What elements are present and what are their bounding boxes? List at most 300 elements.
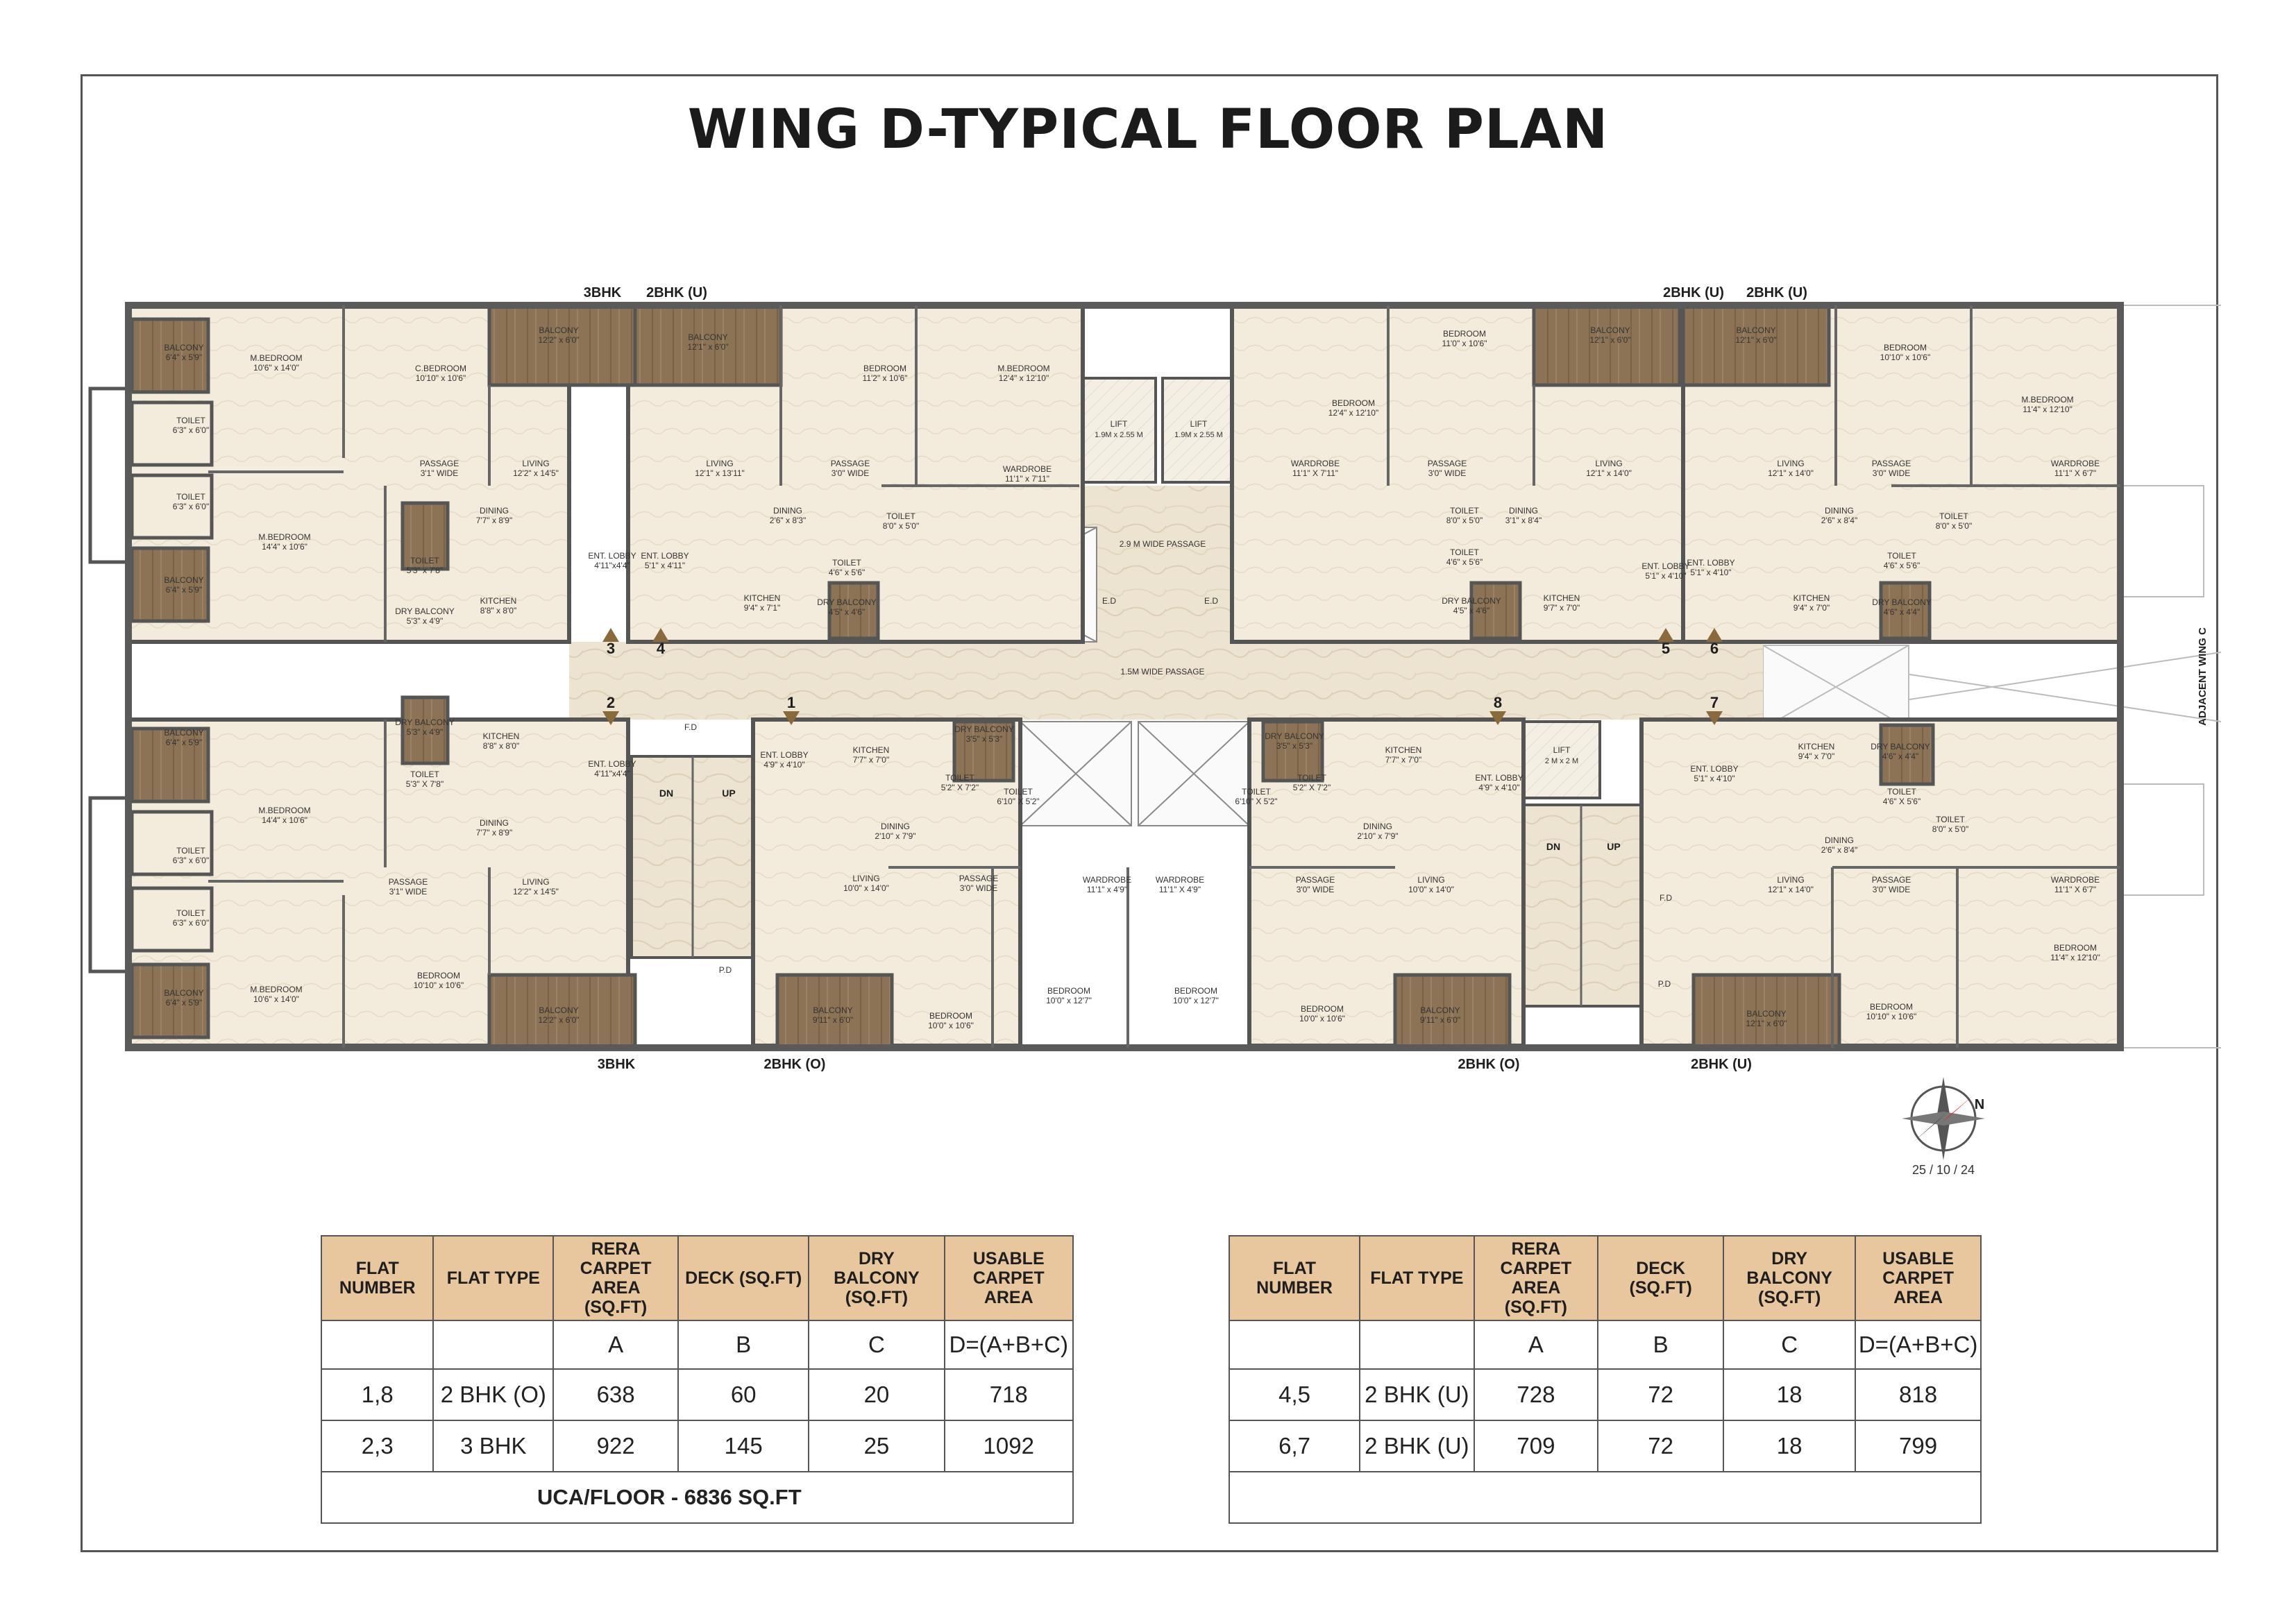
staircase-left xyxy=(632,756,753,958)
cell: 20 xyxy=(809,1369,944,1420)
room-dimension: 12'1" x 14'0" xyxy=(1586,468,1632,478)
door-label: P.D xyxy=(718,965,732,975)
room-label: TOILET xyxy=(176,416,205,425)
cell: B xyxy=(678,1320,809,1369)
room-dimension: 12'2" x 14'5" xyxy=(513,887,559,897)
room-dimension: 2'6" x 8'3" xyxy=(769,516,807,525)
room-label: M.BEDROOM xyxy=(997,364,1050,373)
room-label: DINING xyxy=(480,506,509,516)
room-label: BEDROOM xyxy=(1300,1004,1344,1014)
stair-up-label: UP xyxy=(1607,841,1621,852)
room-label: BEDROOM xyxy=(929,1011,973,1021)
col-dry-balcony: DRY BALCONY (SQ.FT) xyxy=(1723,1236,1855,1320)
room-label: M.BEDROOM xyxy=(258,806,311,815)
room-label: DINING xyxy=(1825,506,1854,516)
room-label: TOILET xyxy=(945,773,974,783)
room-dimension: 11'2" x 10'6" xyxy=(862,373,908,383)
room-dimension: 4'6" x 4'4" xyxy=(1882,751,1919,761)
room-dimension: 12'2" x 6'0" xyxy=(538,1015,580,1025)
cell: A xyxy=(1474,1320,1598,1369)
room-label: TOILET xyxy=(886,511,915,521)
room-dimension: 3'0" WIDE xyxy=(1428,468,1467,478)
room-label: BALCONY xyxy=(1736,325,1776,335)
col-flat-type: FLAT TYPE xyxy=(1360,1236,1474,1320)
col-flat-number: FLAT NUMBER xyxy=(321,1236,433,1320)
room-dimension: 10'0" x 12'7" xyxy=(1046,996,1092,1005)
room-label: BALCONY xyxy=(539,1005,579,1015)
room-dimension: 4'9" x 4'10" xyxy=(1478,783,1520,792)
room-label: TOILET xyxy=(410,770,439,779)
room-dimension: 4'5" x 4'6" xyxy=(828,607,866,617)
table-subheader-row xyxy=(1229,1320,1981,1369)
room-dimension: 10'10" x 10'6" xyxy=(413,980,464,990)
room-dimension: 8'0" x 5'0" xyxy=(1935,521,1973,531)
room-dimension: 11'4" x 12'10" xyxy=(2023,405,2073,414)
room-dimension: 10'0" x 14'0" xyxy=(843,883,889,893)
stair-down-label: DN xyxy=(1546,841,1561,852)
room-label: DRY BALCONY xyxy=(1872,597,1932,607)
room-label: LIVING xyxy=(1777,459,1805,468)
cell: 818 xyxy=(1855,1369,1981,1420)
room-label: BEDROOM xyxy=(1442,329,1487,339)
col-usable: USABLE CARPET AREA xyxy=(945,1236,1074,1320)
cell: B xyxy=(1598,1320,1723,1369)
room-dimension: 5'1" x 4'10" xyxy=(1694,774,1735,783)
room-dimension: 14'4" x 10'6" xyxy=(262,542,307,552)
room-dimension: 12'1" x 6'0" xyxy=(1589,335,1631,345)
cell: C xyxy=(809,1320,944,1369)
room-dimension: 10'0" x 10'6" xyxy=(928,1021,974,1030)
room-dimension: 4'11"x4'4" xyxy=(594,769,630,779)
cell: 718 xyxy=(945,1369,1074,1420)
room-dimension: 5'3" X 7'8" xyxy=(405,779,444,789)
flat-type-label: 2BHK (U) xyxy=(1691,1057,1752,1072)
cell: 1092 xyxy=(945,1420,1074,1472)
room-label: BALCONY xyxy=(164,575,204,585)
room-label: DINING xyxy=(773,506,802,516)
table-row xyxy=(321,1420,1073,1472)
room-label: ENT. LOBBY xyxy=(760,750,809,760)
room-dimension: 5'1" x 4'10" xyxy=(1690,568,1732,577)
room-label: LIVING xyxy=(522,877,550,887)
cell: 18 xyxy=(1723,1369,1855,1420)
room-label: TOILET xyxy=(1450,506,1479,516)
room-dimension: 5'3" x 4'9" xyxy=(406,727,444,737)
room-dimension: 5'2" X 7'2" xyxy=(940,783,979,792)
room-label: ENT. LOBBY xyxy=(588,759,636,769)
room-label: PASSAGE xyxy=(1871,875,1911,885)
area-table-left xyxy=(321,1235,1074,1524)
room-label: PASSAGE xyxy=(1427,459,1467,468)
central-passage xyxy=(1079,486,1232,645)
room-label: WARDROBE xyxy=(1082,875,1132,885)
room-label: KITCHEN xyxy=(1793,593,1830,603)
cell: 2,3 xyxy=(321,1420,433,1472)
cell: 922 xyxy=(553,1420,678,1472)
room-label: TOILET xyxy=(1887,551,1916,561)
unit-number: 5 xyxy=(1661,640,1671,657)
cell: 709 xyxy=(1474,1420,1598,1472)
lift-label: LIFT xyxy=(1110,419,1128,429)
lift-label: LIFT xyxy=(1553,745,1571,755)
room-dimension: 4'9" x 4'10" xyxy=(763,760,805,770)
flat-type-label: 2BHK (U) xyxy=(1746,285,1807,300)
room-label: BALCONY xyxy=(1590,325,1630,335)
room-label: TOILET xyxy=(1297,773,1326,783)
room-label: DRY BALCONY xyxy=(1871,742,1930,751)
room-label: BALCONY xyxy=(539,325,579,335)
fire-door-label: F.D xyxy=(684,722,697,732)
room-label: BEDROOM xyxy=(863,364,907,373)
room-dimension: 9'11" x 6'0" xyxy=(1419,1015,1461,1025)
room-dimension: 2'10" x 7'9" xyxy=(1357,831,1399,841)
room-dimension: 2'6" x 8'4" xyxy=(1821,845,1858,855)
room-dimension: 8'0" x 5'0" xyxy=(1446,516,1483,525)
room-dimension: 6'10" X 5'2" xyxy=(997,797,1040,806)
cell xyxy=(1229,1320,1360,1369)
door-label: E.D xyxy=(1101,596,1117,606)
room-label: KITCHEN xyxy=(1385,745,1422,755)
room-label: KITCHEN xyxy=(743,593,781,603)
room-dimension: 3'1" WIDE xyxy=(420,468,459,478)
room-dimension: 3'0" WIDE xyxy=(1872,468,1911,478)
room-dimension: 11'1" X 4'9" xyxy=(1158,885,1201,894)
unit-number: 1 xyxy=(786,694,796,711)
cell xyxy=(433,1320,553,1369)
col-flat-type: FLAT TYPE xyxy=(433,1236,553,1320)
room-dimension: 6'10" X 5'2" xyxy=(1235,797,1278,806)
fire-door-label: F.D xyxy=(1660,893,1672,903)
cell: C xyxy=(1723,1320,1855,1369)
room-dimension: 10'0" x 12'7" xyxy=(1173,996,1219,1005)
cell: 728 xyxy=(1474,1369,1598,1420)
room-label: BEDROOM xyxy=(1869,1002,1914,1012)
room-label: ENT. LOBBY xyxy=(1690,764,1739,774)
flat-type-label: 3BHK xyxy=(583,285,622,300)
table-subheader-row xyxy=(321,1320,1073,1369)
table-header-row xyxy=(321,1236,1073,1320)
room-dimension: 9'4" x 7'0" xyxy=(1793,603,1830,613)
cell: 6,7 xyxy=(1229,1420,1360,1472)
table-row xyxy=(1229,1420,1981,1472)
passage-label: 1.5M WIDE PASSAGE xyxy=(1120,667,1205,677)
flat-type-label: 3BHK xyxy=(597,1057,636,1072)
cell: 1,8 xyxy=(321,1369,433,1420)
room-dimension: 12'1" x 14'0" xyxy=(1768,885,1814,894)
flat-type-label: 2BHK (O) xyxy=(1458,1057,1520,1072)
room-dimension: 12'1" x 6'0" xyxy=(1746,1019,1787,1028)
room-label: ENT. LOBBY xyxy=(588,551,636,561)
room-dimension: 4'6" x 5'6" xyxy=(1883,561,1921,570)
table-header-row xyxy=(1229,1236,1981,1320)
room-label: KITCHEN xyxy=(1543,593,1580,603)
unit-number: 2 xyxy=(606,694,616,711)
room-dimension: 12'2" x 14'5" xyxy=(513,468,559,478)
room-dimension: 8'0" x 5'0" xyxy=(882,521,920,531)
room-label: DRY BALCONY xyxy=(395,717,455,727)
room-label: TOILET xyxy=(1242,787,1271,797)
lift-size: 1.9M x 2.55 M xyxy=(1095,431,1143,439)
room-label: ENT. LOBBY xyxy=(1475,773,1523,783)
col-deck: DECK (SQ.FT) xyxy=(1598,1236,1723,1320)
adjacent-wing-label: ADJACENT WING C xyxy=(2197,627,2209,726)
flat-type-label: 2BHK (U) xyxy=(1663,285,1724,300)
room-label: TOILET xyxy=(1936,815,1965,824)
room-dimension: 5'3" x 7'8" xyxy=(406,566,444,575)
room-label: PASSAGE xyxy=(419,459,459,468)
room-label: LIVING xyxy=(1417,875,1445,885)
room-label: PASSAGE xyxy=(830,459,870,468)
room-dimension: 4'6" x 5'6" xyxy=(1446,557,1483,567)
room-label: BEDROOM xyxy=(416,971,461,980)
room-dimension: 2'6" x 8'4" xyxy=(1821,516,1858,525)
room-dimension: 11'1" X 7'11" xyxy=(1292,468,1339,478)
room-dimension: 3'0" WIDE xyxy=(831,468,870,478)
room-label: ENT. LOBBY xyxy=(1687,558,1735,568)
room-dimension: 14'4" x 10'6" xyxy=(262,815,307,825)
table-footer xyxy=(1229,1472,1981,1523)
cell: 25 xyxy=(809,1420,944,1472)
unit-number: 8 xyxy=(1493,694,1503,711)
room-label: TOILET xyxy=(1004,787,1033,797)
room-label: M.BEDROOM xyxy=(2021,395,2074,405)
door-label: E.D xyxy=(1204,596,1219,606)
room-label: BALCONY xyxy=(164,343,204,352)
room-label: BEDROOM xyxy=(2053,943,2097,953)
room-label: KITCHEN xyxy=(482,731,520,741)
room-label: PASSAGE xyxy=(1295,875,1335,885)
room-label: BEDROOM xyxy=(1047,986,1091,996)
room-dimension: 8'0" x 5'0" xyxy=(1932,824,1969,834)
room-label: LIVING xyxy=(852,874,880,883)
room-dimension: 3'0" WIDE xyxy=(959,883,998,893)
area-table-right xyxy=(1229,1235,1982,1524)
cell: 4,5 xyxy=(1229,1369,1360,1420)
cell: 2 BHK (U) xyxy=(1360,1369,1474,1420)
room-dimension: 11'0" x 10'6" xyxy=(1442,339,1487,348)
room-dimension: 5'3" x 4'9" xyxy=(406,616,444,626)
room-dimension: 10'10" x 10'6" xyxy=(415,373,466,383)
room-dimension: 2'10" x 7'9" xyxy=(875,831,916,841)
room-label: TOILET xyxy=(1939,511,1968,521)
room-dimension: 7'7" x 7'0" xyxy=(1385,755,1422,765)
room-dimension: 11'4" x 12'10" xyxy=(2050,953,2100,962)
cell xyxy=(1360,1320,1474,1369)
room-label: KITCHEN xyxy=(480,596,517,606)
room-dimension: 12'4" x 12'10" xyxy=(998,373,1049,383)
passage-label: 2.9 M WIDE PASSAGE xyxy=(1119,539,1206,549)
room-dimension: 10'0" x 14'0" xyxy=(1408,885,1454,894)
staircase-right xyxy=(1520,805,1641,1006)
room-dimension: 6'4" x 5'9" xyxy=(165,585,203,595)
table-row xyxy=(1229,1369,1981,1420)
door-label: P.D xyxy=(1657,979,1671,989)
room-dimension: 11'1" X 6'7" xyxy=(2054,468,2097,478)
room-label: DRY BALCONY xyxy=(1442,596,1501,606)
cell: 60 xyxy=(678,1369,809,1420)
lift-label: LIFT xyxy=(1190,419,1208,429)
room-dimension: 7'7" x 8'9" xyxy=(475,516,513,525)
room-label: LIVING xyxy=(522,459,550,468)
cell: 2 BHK (O) xyxy=(433,1369,553,1420)
room-dimension: 6'4" x 5'9" xyxy=(165,998,203,1008)
compass-rose xyxy=(1902,1077,1985,1160)
room-label: M.BEDROOM xyxy=(258,532,311,542)
room-dimension: 6'4" x 5'9" xyxy=(165,352,203,362)
room-label: DRY BALCONY xyxy=(817,597,877,607)
col-deck: DECK (SQ.FT) xyxy=(678,1236,809,1320)
cell: D=(A+B+C) xyxy=(945,1320,1074,1369)
unit-number: 7 xyxy=(1710,694,1719,711)
room-label: TOILET xyxy=(410,556,439,566)
col-usable: USABLE CARPET AREA xyxy=(1855,1236,1981,1320)
room-label: BALCONY xyxy=(164,988,204,998)
room-label: BALCONY xyxy=(1746,1009,1787,1019)
room-dimension: 11'1" X 6'7" xyxy=(2054,885,2097,894)
lift-size: 1.9M x 2.55 M xyxy=(1174,431,1223,439)
cell xyxy=(321,1320,433,1369)
room-dimension: 7'7" x 7'0" xyxy=(852,755,890,765)
room-dimension: 12'1" x 13'11" xyxy=(695,468,745,478)
room-label: TOILET xyxy=(176,908,205,918)
room-dimension: 9'11" x 6'0" xyxy=(812,1015,854,1025)
room-dimension: 10'6" x 14'0" xyxy=(253,994,299,1004)
room-dimension: 11'1" x 7'11" xyxy=(1004,474,1050,484)
room-label: KITCHEN xyxy=(1798,742,1835,751)
room-label: PASSAGE xyxy=(1871,459,1911,468)
room-dimension: 5'2" X 7'2" xyxy=(1292,783,1331,792)
room-label: M.BEDROOM xyxy=(250,353,303,363)
col-rera: RERA CARPET AREA (SQ.FT) xyxy=(1474,1236,1598,1320)
col-dry-balcony: DRY BALCONY (SQ.FT) xyxy=(809,1236,944,1320)
unit-number: 4 xyxy=(656,640,666,657)
room-label: C.BEDROOM xyxy=(414,364,467,373)
room-label: TOILET xyxy=(176,492,205,502)
cell: 72 xyxy=(1598,1369,1723,1420)
lift-size: 2 M x 2 M xyxy=(1544,757,1579,765)
unit-number: 6 xyxy=(1710,640,1719,657)
room-label: WARDROBE xyxy=(1290,459,1340,468)
main-corridor xyxy=(569,642,1763,720)
room-label: WARDROBE xyxy=(1155,875,1205,885)
room-label: LIVING xyxy=(1777,875,1805,885)
room-dimension: 9'7" x 7'0" xyxy=(1543,603,1580,613)
room-dimension: 7'7" x 8'9" xyxy=(475,828,513,838)
room-dimension: 6'3" x 6'0" xyxy=(172,425,210,435)
cell: A xyxy=(553,1320,678,1369)
room-label: LIVING xyxy=(1595,459,1623,468)
room-label: LIVING xyxy=(706,459,734,468)
room-label: BEDROOM xyxy=(1174,986,1218,996)
room-dimension: 3'5" x 5'3" xyxy=(965,734,1003,744)
cell: 145 xyxy=(678,1420,809,1472)
room-label: BEDROOM xyxy=(1883,343,1927,352)
room-label: ENT. LOBBY xyxy=(1641,561,1690,571)
table-footer-row xyxy=(321,1472,1073,1523)
stair-up-label: UP xyxy=(722,788,736,799)
room-label: TOILET xyxy=(176,846,205,856)
room-dimension: 3'1" WIDE xyxy=(389,887,428,897)
room-dimension: 5'1" x 4'10" xyxy=(1645,571,1687,581)
room-dimension: 10'10" x 10'6" xyxy=(1866,1012,1917,1021)
room-label: DRY BALCONY xyxy=(1265,731,1324,741)
col-rera: RERA CARPET AREA (SQ.FT) xyxy=(553,1236,678,1320)
room-dimension: 12'4" x 12'10" xyxy=(1328,408,1379,418)
cell: 2 BHK (U) xyxy=(1360,1420,1474,1472)
room-dimension: 11'1" x 4'9" xyxy=(1086,885,1128,894)
room-label: BALCONY xyxy=(164,728,204,738)
room-dimension: 10'10" x 10'6" xyxy=(1880,352,1931,362)
room-dimension: 6'3" x 6'0" xyxy=(172,918,210,928)
room-dimension: 6'3" x 6'0" xyxy=(172,856,210,865)
room-dimension: 6'4" x 5'9" xyxy=(165,738,203,747)
room-label: DINING xyxy=(881,822,910,831)
room-dimension: 4'11"x4'4" xyxy=(594,561,630,570)
room-label: TOILET xyxy=(1887,787,1916,797)
room-dimension: 12'1" x 6'0" xyxy=(1735,335,1777,345)
room-dimension: 3'5" x 5'3" xyxy=(1276,741,1313,751)
plan-date: 25 / 10 / 24 xyxy=(1911,1163,1975,1177)
cell: 638 xyxy=(553,1369,678,1420)
room-dimension: 8'8" x 8'0" xyxy=(480,606,517,615)
lift-b xyxy=(1163,378,1235,482)
room-dimension: 4'5" x 4'6" xyxy=(1453,606,1490,615)
room-label: DRY BALCONY xyxy=(954,724,1014,734)
room-label: DINING xyxy=(1825,835,1854,845)
cell: 3 BHK xyxy=(433,1420,553,1472)
room-dimension: 10'0" x 10'6" xyxy=(1299,1014,1345,1023)
room-dimension: 5'1" x 4'11" xyxy=(644,561,686,570)
room-dimension: 9'4" x 7'0" xyxy=(1798,751,1835,761)
room-label: TOILET xyxy=(1450,547,1479,557)
cell: 18 xyxy=(1723,1420,1855,1472)
room-label: DRY BALCONY xyxy=(395,606,455,616)
room-label: WARDROBE xyxy=(2050,459,2100,468)
uca-per-floor: UCA/FLOOR - 6836 SQ.FT xyxy=(321,1472,1073,1523)
room-dimension: 9'4" x 7'1" xyxy=(743,603,781,613)
room-dimension: 12'1" x 6'0" xyxy=(687,342,729,352)
room-dimension: 3'0" WIDE xyxy=(1296,885,1335,894)
cell: 799 xyxy=(1855,1420,1981,1472)
room-dimension: 4'6" x 5'6" xyxy=(828,568,866,577)
room-label: DINING xyxy=(1363,822,1392,831)
room-label: DINING xyxy=(1509,506,1538,516)
flat-type-label: 2BHK (O) xyxy=(763,1057,826,1072)
room-label: BALCONY xyxy=(1420,1005,1460,1015)
room-label: M.BEDROOM xyxy=(250,985,303,994)
room-label: BALCONY xyxy=(688,332,728,342)
cell: D=(A+B+C) xyxy=(1855,1320,1981,1369)
room-label: KITCHEN xyxy=(852,745,890,755)
room-label: PASSAGE xyxy=(388,877,428,887)
room-label: BALCONY xyxy=(813,1005,853,1015)
col-flat-number: FLAT NUMBER xyxy=(1229,1236,1360,1320)
flat-type-label: 2BHK (U) xyxy=(646,285,707,300)
room-label: TOILET xyxy=(832,558,861,568)
room-dimension: 4'6" x 4'4" xyxy=(1883,607,1921,617)
room-dimension: 4'6" X 5'6" xyxy=(1882,797,1921,806)
room-dimension: 6'3" x 6'0" xyxy=(172,502,210,511)
lift-a xyxy=(1083,378,1156,482)
room-label: WARDROBE xyxy=(1002,464,1052,474)
room-dimension: 12'2" x 6'0" xyxy=(538,335,580,345)
room-dimension: 3'0" WIDE xyxy=(1872,885,1911,894)
room-label: DINING xyxy=(480,818,509,828)
room-label: BEDROOM xyxy=(1331,398,1376,408)
table-footer-row xyxy=(1229,1472,1981,1523)
room-label: ENT. LOBBY xyxy=(641,551,689,561)
room-label: WARDROBE xyxy=(2050,875,2100,885)
